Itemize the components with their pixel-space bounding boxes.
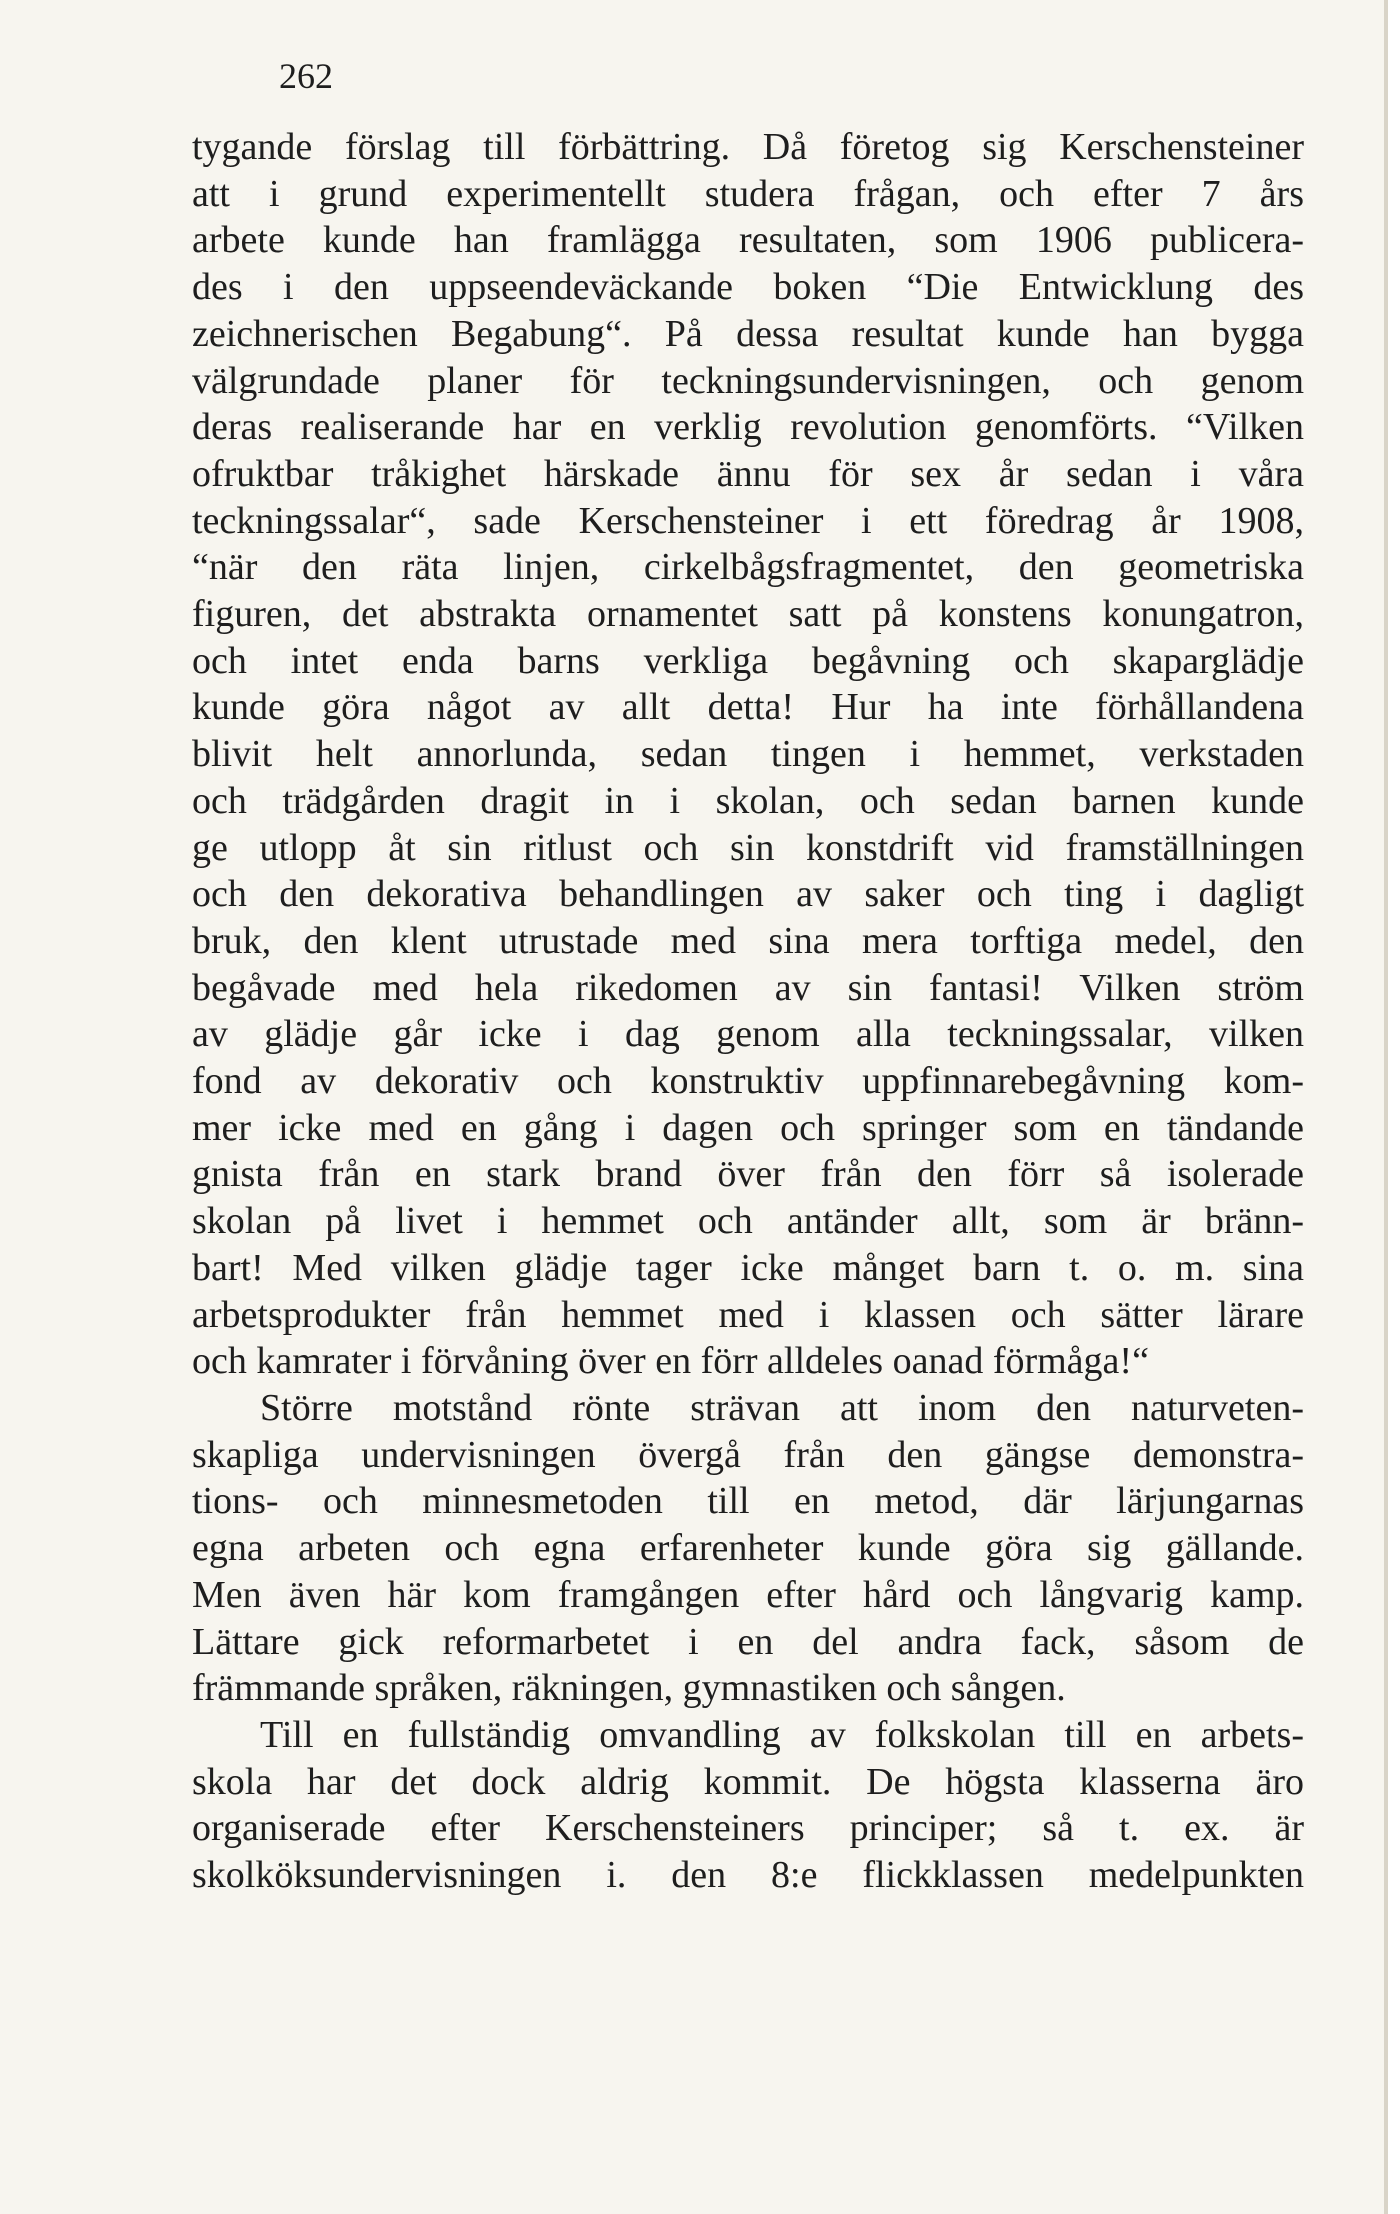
text-line: ofruktbar tråkighet härskade ännu för sex år sedan i våra	[192, 452, 1304, 495]
text-line: egna arbeten och egna erfarenheter kunde göra sig gällande.	[192, 1527, 1304, 1570]
text-line: ge utlopp åt sin ritlust och sin konstdrift vid framställningen	[192, 826, 1304, 869]
text-line: och trädgården dragit in i skolan, och sedan barnen kunde	[192, 779, 1304, 822]
text-line: organiserade efter Kerschensteiners principer; så t. ex. är	[192, 1807, 1304, 1850]
text-line: skola har det dock aldrig kommit. De högsta klasserna äro	[192, 1760, 1304, 1803]
text-line: att i grund experimentellt studera frågan, och efter 7 års	[192, 172, 1304, 215]
text-line: skolan på livet i hemmet och antänder allt, som är bränn-	[192, 1200, 1304, 1243]
text-line: arbete kunde han framlägga resultaten, som 1906 publicera-	[192, 219, 1304, 262]
text-line: Till en fullständig omvandling av folkskolan till en arbets-	[260, 1713, 1304, 1756]
text-line: och intet enda barns verkliga begåvning och skaparglädje	[192, 639, 1304, 682]
text-line: deras realiserande har en verklig revolution genomförts. “Vilken	[192, 406, 1304, 449]
text-line: Men även här kom framgången efter hård och långvarig kamp.	[192, 1573, 1304, 1616]
text-line: mer icke med en gång i dagen och springer som en tändande	[192, 1106, 1304, 1149]
text-line: zeichnerischen Begabung“. På dessa resultat kunde han bygga	[192, 312, 1304, 355]
text-line: kunde göra något av allt detta! Hur ha inte förhållandena	[192, 686, 1304, 729]
text-line: begåvade med hela rikedomen av sin fantasi! Vilken ström	[192, 966, 1304, 1009]
text-line: bart! Med vilken glädje tager icke månget barn t. o. m. sina	[192, 1246, 1304, 1289]
text-line: främmande språken, räkningen, gymnastiken och sången.	[192, 1667, 1066, 1710]
text-line: välgrundade planer för teckningsundervisningen, och genom	[192, 359, 1304, 402]
text-line: skapliga undervisningen övergå från den gängse demonstra-	[192, 1433, 1304, 1476]
text-line: tygande förslag till förbättring. Då företog sig Kerschensteiner	[192, 126, 1304, 168]
text-line: “när den räta linjen, cirkelbågsfragmentet, den geometriska	[192, 546, 1304, 589]
text-line: fond av dekorativ och konstruktiv uppfinnarebegåvning kom-	[192, 1060, 1304, 1103]
text-line: och kamrater i förvåning över en förr alldeles oanad förmåga!“	[192, 1340, 1149, 1383]
text-line: des i den uppseendeväckande boken “Die Entwicklung des	[192, 266, 1304, 309]
text-line: blivit helt annorlunda, sedan tingen i hemmet, verkstaden	[192, 733, 1304, 776]
text-line: av glädje går icke i dag genom alla teckningssalar, vilken	[192, 1013, 1304, 1056]
text-line: Lättare gick reformarbetet i en del andra fack, såsom de	[192, 1620, 1304, 1663]
text-line: bruk, den klent utrustade med sina mera torftiga medel, den	[192, 919, 1304, 962]
text-line: och den dekorativa behandlingen av saker och ting i dagligt	[192, 873, 1304, 916]
body-text	[192, 124, 1304, 1899]
text-line: Större motstånd rönte strävan att inom den naturveten-	[260, 1386, 1304, 1429]
text-line: gnista från en stark brand över från den förr så isolerade	[192, 1153, 1304, 1196]
text-line: skolköksundervisningen i. den 8:e flickklassen medelpunkten	[192, 1854, 1304, 1897]
page-number: 262	[279, 56, 333, 96]
text-line: arbetsprodukter från hemmet med i klassen och sätter lärare	[192, 1293, 1304, 1336]
text-line: tions- och minnesmetoden till en metod, där lärjungarnas	[192, 1480, 1304, 1523]
text-line: teckningssalar“, sade Kerschensteiner i ett föredrag år 1908,	[192, 499, 1304, 542]
text-line: figuren, det abstrakta ornamentet satt på konstens konungatron,	[192, 593, 1304, 636]
